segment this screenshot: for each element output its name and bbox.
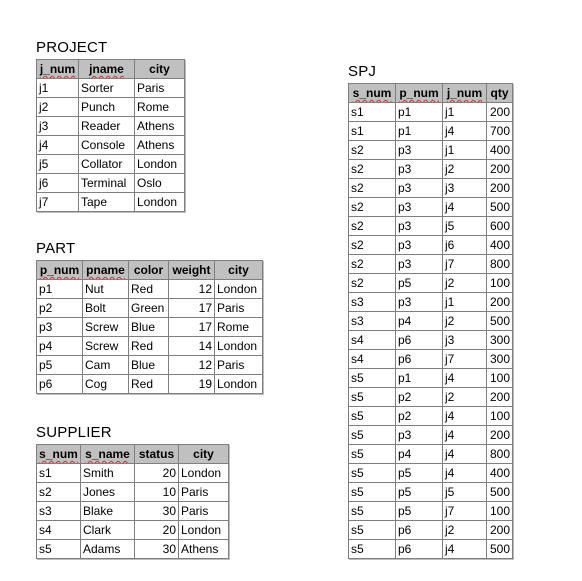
spj-cell: 200: [487, 521, 513, 540]
spj-cell: s5: [349, 521, 396, 540]
table-row: [349, 521, 513, 540]
spj-cell: j3: [443, 331, 487, 350]
spj-cell: 200: [487, 103, 513, 122]
part-cell: Paris: [215, 356, 263, 375]
spj-block: [348, 63, 513, 559]
spj-cell: s5: [349, 426, 396, 445]
spj-cell: p2: [396, 407, 443, 426]
spj-cell: j3: [443, 179, 487, 198]
spj-cell: s2: [349, 274, 396, 293]
spj-column-header: s_num: [349, 84, 396, 103]
spj-cell: j4: [443, 369, 487, 388]
spj-cell: p3: [396, 179, 443, 198]
table-row: [349, 103, 513, 122]
spj-cell: s5: [349, 483, 396, 502]
supplier-cell: London: [179, 521, 229, 540]
part-cell: p2: [37, 299, 83, 318]
project-cell: j1: [37, 79, 79, 98]
part-cell: p4: [37, 337, 83, 356]
table-row: [349, 217, 513, 236]
supplier-cell: s2: [37, 483, 81, 502]
table-row: [37, 117, 185, 136]
spj-cell: s5: [349, 388, 396, 407]
project-column-header: j_num: [37, 60, 79, 79]
supplier-cell: Athens: [179, 540, 229, 559]
spj-cell: s2: [349, 255, 396, 274]
supplier-cell: Smith: [81, 464, 135, 483]
table-row: [349, 388, 513, 407]
supplier-header-row: [37, 445, 229, 464]
spj-column-header: p_num: [396, 84, 443, 103]
table-row: [37, 299, 263, 318]
spj-cell: p3: [396, 141, 443, 160]
project-block: [36, 39, 185, 212]
spj-cell: j2: [443, 160, 487, 179]
spj-cell: j7: [443, 255, 487, 274]
part-cell: Green: [129, 299, 169, 318]
project-cell: Collator: [79, 155, 135, 174]
supplier-cell: Adams: [81, 540, 135, 559]
part-cell: Red: [129, 280, 169, 299]
spj-cell: j7: [443, 502, 487, 521]
spj-cell: p3: [396, 293, 443, 312]
spj-cell: p1: [396, 369, 443, 388]
project-title: PROJECT: [36, 39, 108, 56]
project-cell: Punch: [79, 98, 135, 117]
spj-table: [348, 83, 513, 559]
spj-cell: s1: [349, 103, 396, 122]
table-row: [37, 483, 229, 502]
project-cell: j7: [37, 193, 79, 212]
supplier-column-header: s_num: [37, 445, 81, 464]
table-row: [37, 193, 185, 212]
spj-cell: 100: [487, 502, 513, 521]
part-column-header: p_num: [37, 261, 83, 280]
spj-cell: p4: [396, 445, 443, 464]
spj-cell: 300: [487, 331, 513, 350]
spj-cell: p2: [396, 388, 443, 407]
spj-cell: 600: [487, 217, 513, 236]
supplier-cell: 10: [135, 483, 179, 502]
spj-cell: s2: [349, 141, 396, 160]
spj-cell: j4: [443, 407, 487, 426]
spj-cell: p1: [396, 122, 443, 141]
spj-cell: j4: [443, 464, 487, 483]
part-cell: London: [215, 337, 263, 356]
spj-cell: p1: [396, 103, 443, 122]
supplier-column-header: city: [179, 445, 229, 464]
spj-cell: s3: [349, 312, 396, 331]
table-row: [349, 502, 513, 521]
spj-cell: 500: [487, 483, 513, 502]
spj-column-header: qty: [487, 84, 513, 103]
spj-cell: j4: [443, 540, 487, 559]
spj-cell: p3: [396, 217, 443, 236]
project-cell: London: [135, 193, 185, 212]
project-cell: Athens: [135, 117, 185, 136]
spj-cell: j6: [443, 236, 487, 255]
part-cell: London: [215, 375, 263, 394]
spj-cell: s5: [349, 407, 396, 426]
table-row: [37, 502, 229, 521]
spj-cell: p6: [396, 521, 443, 540]
table-row: [37, 155, 185, 174]
spj-cell: 800: [487, 255, 513, 274]
spj-cell: 400: [487, 236, 513, 255]
spj-cell: j4: [443, 122, 487, 141]
table-row: [37, 337, 263, 356]
part-cell: Blue: [129, 356, 169, 375]
table-row: [37, 174, 185, 193]
part-cell: p1: [37, 280, 83, 299]
part-cell: 17: [169, 318, 215, 337]
project-cell: Athens: [135, 136, 185, 155]
spj-cell: 400: [487, 464, 513, 483]
table-row: [37, 98, 185, 117]
table-row: [349, 407, 513, 426]
project-cell: Sorter: [79, 79, 135, 98]
part-cell: Cam: [83, 356, 129, 375]
spj-cell: j4: [443, 426, 487, 445]
spj-cell: 100: [487, 407, 513, 426]
spj-cell: p5: [396, 464, 443, 483]
project-column-header: city: [135, 60, 185, 79]
project-cell: Rome: [135, 98, 185, 117]
table-row: [349, 179, 513, 198]
table-row: [349, 312, 513, 331]
project-cell: j2: [37, 98, 79, 117]
project-cell: London: [135, 155, 185, 174]
part-column-header: weight: [169, 261, 215, 280]
spj-cell: j1: [443, 293, 487, 312]
project-cell: Terminal: [79, 174, 135, 193]
table-row: [349, 426, 513, 445]
table-row: [349, 293, 513, 312]
table-row: [349, 122, 513, 141]
spj-cell: 200: [487, 426, 513, 445]
part-cell: 19: [169, 375, 215, 394]
table-row: [349, 483, 513, 502]
supplier-cell: s4: [37, 521, 81, 540]
part-cell: 12: [169, 280, 215, 299]
spj-cell: p6: [396, 331, 443, 350]
table-row: [37, 318, 263, 337]
part-cell: Blue: [129, 318, 169, 337]
table-row: [37, 356, 263, 375]
spj-cell: 200: [487, 293, 513, 312]
spj-cell: s4: [349, 350, 396, 369]
spj-cell: 800: [487, 445, 513, 464]
spj-cell: s5: [349, 445, 396, 464]
part-cell: p5: [37, 356, 83, 375]
table-row: [349, 331, 513, 350]
table-row: [37, 521, 229, 540]
spj-cell: p5: [396, 483, 443, 502]
supplier-cell: Jones: [81, 483, 135, 502]
part-cell: Paris: [215, 299, 263, 318]
spj-cell: p6: [396, 540, 443, 559]
project-cell: Reader: [79, 117, 135, 136]
part-cell: Red: [129, 337, 169, 356]
spj-cell: 400: [487, 141, 513, 160]
spj-cell: 100: [487, 369, 513, 388]
spj-cell: j7: [443, 350, 487, 369]
spj-cell: p3: [396, 255, 443, 274]
supplier-cell: Blake: [81, 502, 135, 521]
spj-cell: j1: [443, 141, 487, 160]
project-cell: Oslo: [135, 174, 185, 193]
project-column-header: jname: [79, 60, 135, 79]
table-row: [37, 464, 229, 483]
spj-cell: s5: [349, 464, 396, 483]
table-row: [349, 198, 513, 217]
spj-column-header: j_num: [443, 84, 487, 103]
part-cell: London: [215, 280, 263, 299]
spj-cell: 500: [487, 312, 513, 331]
part-cell: p3: [37, 318, 83, 337]
supplier-column-header: s_name: [81, 445, 135, 464]
supplier-cell: s1: [37, 464, 81, 483]
table-row: [37, 280, 263, 299]
table-row: [349, 236, 513, 255]
spj-cell: j2: [443, 274, 487, 293]
spj-cell: 100: [487, 274, 513, 293]
supplier-table: [36, 444, 229, 559]
table-row: [349, 274, 513, 293]
spj-cell: p3: [396, 426, 443, 445]
supplier-column-header: status: [135, 445, 179, 464]
supplier-cell: Paris: [179, 502, 229, 521]
spj-cell: j4: [443, 198, 487, 217]
part-cell: 17: [169, 299, 215, 318]
table-row: [349, 369, 513, 388]
spj-cell: j2: [443, 312, 487, 331]
spj-cell: j1: [443, 103, 487, 122]
spj-cell: p6: [396, 350, 443, 369]
part-header-row: [37, 261, 263, 280]
spj-cell: j2: [443, 521, 487, 540]
spj-cell: j5: [443, 217, 487, 236]
spj-cell: j5: [443, 483, 487, 502]
part-cell: Rome: [215, 318, 263, 337]
table-row: [349, 350, 513, 369]
part-cell: Nut: [83, 280, 129, 299]
spj-cell: s2: [349, 160, 396, 179]
project-cell: Paris: [135, 79, 185, 98]
supplier-cell: s3: [37, 502, 81, 521]
supplier-cell: 20: [135, 464, 179, 483]
part-cell: Cog: [83, 375, 129, 394]
supplier-cell: 30: [135, 502, 179, 521]
spj-cell: 200: [487, 160, 513, 179]
supplier-block: [36, 424, 229, 559]
project-header-row: [37, 60, 185, 79]
spj-cell: s5: [349, 369, 396, 388]
table-row: [37, 79, 185, 98]
table-row: [37, 375, 263, 394]
spj-title: SPJ: [348, 63, 377, 80]
spj-cell: p4: [396, 312, 443, 331]
supplier-cell: Clark: [81, 521, 135, 540]
part-cell: Red: [129, 375, 169, 394]
part-cell: Screw: [83, 318, 129, 337]
spj-cell: j2: [443, 388, 487, 407]
spj-cell: s4: [349, 331, 396, 350]
spj-cell: s5: [349, 540, 396, 559]
spj-cell: 300: [487, 350, 513, 369]
spj-cell: 500: [487, 540, 513, 559]
part-table: [36, 260, 263, 394]
table-row: [349, 160, 513, 179]
part-column-header: pname: [83, 261, 129, 280]
spj-cell: s5: [349, 502, 396, 521]
spj-cell: 200: [487, 388, 513, 407]
spj-cell: s3: [349, 293, 396, 312]
part-cell: 14: [169, 337, 215, 356]
supplier-title: SUPPLIER: [36, 424, 112, 441]
part-cell: Screw: [83, 337, 129, 356]
table-row: [349, 445, 513, 464]
spj-cell: p3: [396, 160, 443, 179]
part-cell: 12: [169, 356, 215, 375]
table-row: [349, 464, 513, 483]
project-table: [36, 59, 185, 212]
table-row: [37, 136, 185, 155]
project-cell: Tape: [79, 193, 135, 212]
project-cell: j6: [37, 174, 79, 193]
part-title: PART: [36, 240, 76, 257]
supplier-cell: 20: [135, 521, 179, 540]
spj-cell: 200: [487, 179, 513, 198]
spj-cell: 700: [487, 122, 513, 141]
supplier-cell: s5: [37, 540, 81, 559]
table-row: [37, 540, 229, 559]
spj-cell: s2: [349, 179, 396, 198]
spj-cell: p3: [396, 198, 443, 217]
spj-cell: 500: [487, 198, 513, 217]
part-block: [36, 240, 263, 394]
table-row: [349, 540, 513, 559]
part-column-header: city: [215, 261, 263, 280]
spj-cell: p3: [396, 236, 443, 255]
spj-cell: s2: [349, 198, 396, 217]
spj-cell: j4: [443, 445, 487, 464]
project-cell: j4: [37, 136, 79, 155]
spj-cell: s2: [349, 236, 396, 255]
part-cell: p6: [37, 375, 83, 394]
spj-cell: p5: [396, 274, 443, 293]
part-column-header: color: [129, 261, 169, 280]
spj-header-row: [349, 84, 513, 103]
supplier-cell: 30: [135, 540, 179, 559]
spj-cell: s2: [349, 217, 396, 236]
table-row: [349, 255, 513, 274]
supplier-cell: London: [179, 464, 229, 483]
project-cell: j3: [37, 117, 79, 136]
project-cell: Console: [79, 136, 135, 155]
project-cell: j5: [37, 155, 79, 174]
table-row: [349, 141, 513, 160]
spj-cell: p5: [396, 502, 443, 521]
supplier-cell: Paris: [179, 483, 229, 502]
part-cell: Bolt: [83, 299, 129, 318]
spj-cell: s1: [349, 122, 396, 141]
